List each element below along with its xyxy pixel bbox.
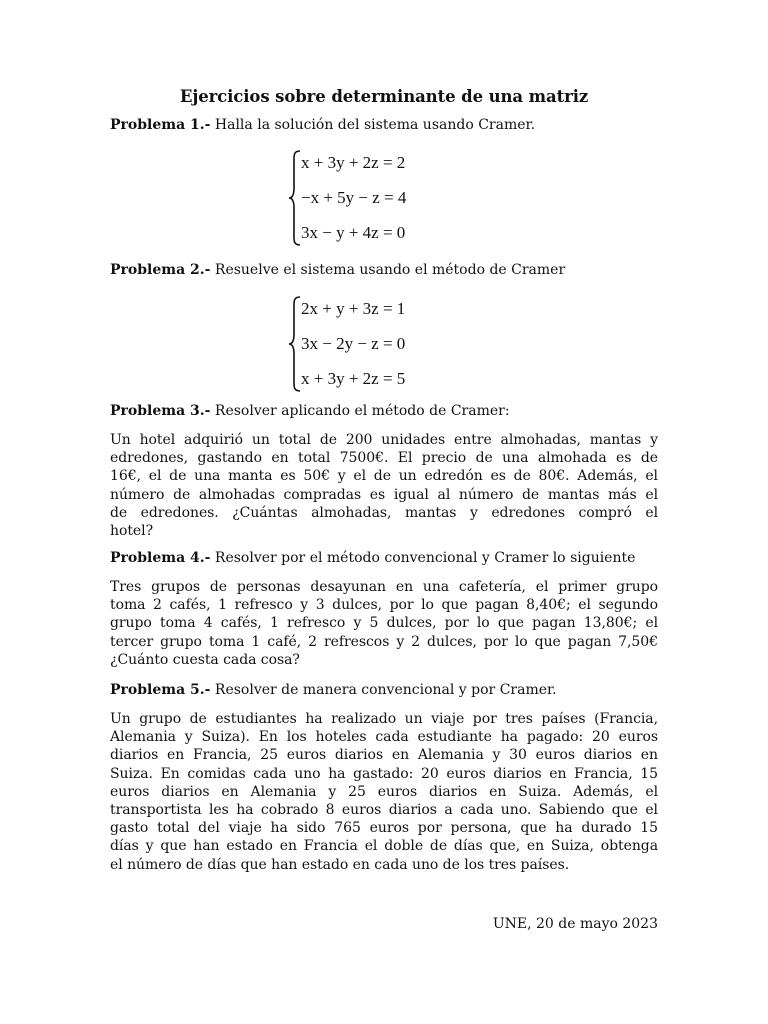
problem-4-line: grupo toma 4 cafés, 1 refresco y 5 dulces, por lo que pagan 13,80€; el <box>110 615 658 632</box>
problem-5-instruction: Resolver de manera convencional y por Cramer. <box>210 682 557 698</box>
document-title: Ejercicios sobre determinante de una matriz <box>179 87 589 106</box>
problem-4-instruction: Resolver por el método convencional y Cramer lo siguiente <box>210 550 636 566</box>
left-brace-icon <box>288 296 302 392</box>
problem-5-line: transportista les ha cobrado 8 euros diarios a cada uno. Sabiendo que el <box>110 802 658 819</box>
problem-5-line: Suiza. En comidas cada uno ha gastado: 20 euros diarios en Francia, 15 <box>110 765 658 782</box>
problem-4-heading <box>110 550 635 566</box>
problem-5-line: Alemania y Suiza). En los hoteles cada estudiante ha pagado: 20 euros <box>110 729 658 746</box>
problem-4-line: toma 2 cafés, 1 refresco y 3 dulces, por lo que pagan 8,40€; el segundo <box>110 597 658 614</box>
problem-3-line: edredones, gastando en total 7500€. El precio de una almohada es de <box>110 450 658 467</box>
problem-4-text <box>110 578 658 669</box>
problem-2-equation-1: 2x + y + 3z = 1 <box>301 299 406 318</box>
problem-5-text <box>110 710 658 874</box>
problem-1-equation-1: x + 3y + 2z = 2 <box>301 153 406 172</box>
problem-3-label: Problema 3.- <box>110 403 211 419</box>
footer-date: UNE, 20 de mayo 2023 <box>492 916 658 932</box>
problem-1-equation-3: 3x − y + 4z = 0 <box>301 223 406 242</box>
problem-2-label: Problema 2.- <box>110 262 211 278</box>
problem-2-instruction: Resuelve el sistema usando el método de Cramer <box>210 262 566 278</box>
problem-3-line: Un hotel adquirió un total de 200 unidades entre almohadas, mantas y <box>110 432 658 448</box>
problem-3-instruction: Resolver aplicando el método de Cramer: <box>210 403 510 419</box>
problem-5-line: diarios en Francia, 25 euros diarios en Alemania y 30 euros diarios en <box>110 747 658 764</box>
left-brace-icon <box>288 150 302 246</box>
problem-3-heading <box>110 403 510 419</box>
problem-1-instruction: Halla la solución del sistema usando Cramer. <box>210 117 536 133</box>
problem-1-heading <box>110 117 535 133</box>
problem-1-label: Problema 1.- <box>110 117 211 133</box>
problem-2-heading <box>110 262 565 278</box>
problem-5-heading <box>110 682 557 698</box>
problem-4-line: tercer grupo toma 1 café, 2 refrescos y 2 dulces, por lo que pagan 7,50€ <box>110 633 658 650</box>
problem-2-equation-3: x + 3y + 2z = 5 <box>301 369 406 388</box>
problem-3-text <box>110 431 658 540</box>
problem-5-line: gasto total del viaje ha sido 765 euros por persona, que ha durado 15 <box>110 820 658 837</box>
problem-5-line: días y que han estado en Francia el doble de días que, en Suiza, obtenga <box>110 838 658 855</box>
problem-3-line: número de almohadas compradas es igual al número de mantas más el <box>110 486 658 503</box>
problem-4-label: Problema 4.- <box>110 550 211 566</box>
problem-5-line: euros diarios en Alemania y 25 euros diarios en Suiza. Además, el <box>110 783 658 800</box>
problem-3-line: hotel? <box>110 523 154 540</box>
problem-4-line: ¿Cuánto cuesta cada cosa? <box>110 651 300 668</box>
problem-3-line: 16€, el de una manta es 50€ y el de un edredón es de 80€. Además, el <box>110 468 658 485</box>
problem-5-label: Problema 5.- <box>110 682 211 698</box>
problem-5-line: el número de días que han estado en cada uno de los tres países. <box>110 856 570 873</box>
problem-3-line: de edredones. ¿Cuántas almohadas, mantas y edredones compró el <box>110 504 658 521</box>
problem-1-equation-2: −x + 5y − z = 4 <box>301 188 407 207</box>
problem-4-line: Tres grupos de personas desayunan en una cafetería, el primer grupo <box>110 579 658 595</box>
problem-2-equation-2: 3x − 2y − z = 0 <box>301 334 406 353</box>
problem-5-line: Un grupo de estudiantes ha realizado un viaje por tres países (Francia, <box>110 711 658 727</box>
